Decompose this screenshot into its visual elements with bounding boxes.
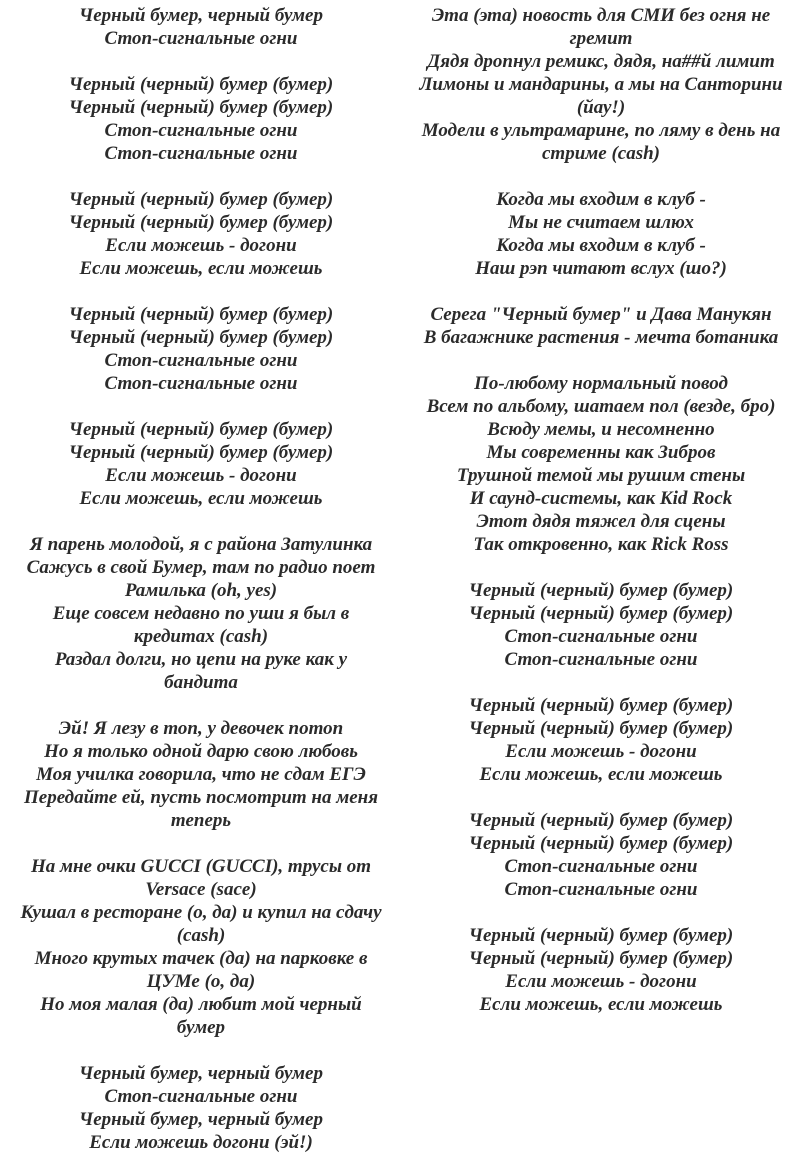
lyric-line: Черный (черный) бумер (бумер) [68, 189, 334, 210]
lyric-line: Черный (черный) бумер (бумер) [68, 327, 334, 348]
lyric-line: Если можешь - догони [505, 741, 697, 762]
lyric-line: Черный (черный) бумер (бумер) [468, 580, 734, 601]
lyric-line: Черный (черный) бумер (бумер) [68, 419, 334, 440]
lyric-line: В багажнике растения - мечта ботаника [423, 327, 779, 348]
lyric-line: Черный бумер, черный бумер [79, 1109, 323, 1130]
lyric-line: Стоп-сигнальные огни [504, 856, 698, 877]
lyrics-stanza [0, 73, 402, 165]
lyric-line: Когда мы входим в клуб - [496, 235, 706, 256]
lyrics-stanza [0, 188, 402, 280]
lyric-line: Я парень молодой, я с района Затулинка [29, 534, 373, 555]
lyric-line: Если можешь, если можешь [479, 764, 723, 785]
lyric-line: Мы современны как Зибров [486, 442, 716, 463]
lyric-line: Моя училка говорила, что не сдам ЕГЭ [36, 764, 366, 785]
lyrics-stanza [0, 855, 402, 1039]
lyrics-stanza [0, 1062, 402, 1154]
lyric-line: Стоп-сигнальные огни [104, 1086, 298, 1107]
lyric-line: Если можешь - догони [105, 235, 297, 256]
lyric-line: Наш рэп читают вслух (шо?) [475, 258, 727, 279]
lyric-line: Когда мы входим в клуб - [496, 189, 706, 210]
lyric-line: Эй! Я лезу в топ, у девочек потоп [58, 718, 344, 739]
lyric-line: Стоп-сигнальные огни [104, 143, 298, 164]
lyric-line: Трушной темой мы рушим стены [456, 465, 746, 486]
lyric-line: Черный (черный) бумер (бумер) [68, 304, 334, 325]
lyric-line: Модели в ультрамарине, по ляму в день на стриме (cash) [421, 120, 781, 164]
lyrics-stanza [0, 533, 402, 694]
lyric-line: Серега "Черный бумер" и Дава Манукян [430, 304, 772, 325]
lyric-line: Стоп-сигнальные огни [104, 28, 298, 49]
lyric-line: Стоп-сигнальные огни [504, 649, 698, 670]
lyric-line: Но я только одной дарю свою любовь [44, 741, 358, 762]
lyric-line: Если можешь, если можешь [479, 994, 723, 1015]
lyric-line: Кушал в ресторане (о, да) и купил на сдачу (cash) [20, 902, 382, 946]
lyric-line: Черный (черный) бумер (бумер) [468, 833, 734, 854]
lyric-line: Стоп-сигнальные огни [104, 373, 298, 394]
lyric-line: Если можешь - догони [505, 971, 697, 992]
lyrics-stanza [0, 4, 402, 50]
lyric-line: Дядя дропнул ремикс, дядя, на##й лимит [427, 51, 775, 72]
lyric-line: Стоп-сигнальные огни [504, 626, 698, 647]
lyrics-stanza [0, 717, 402, 832]
lyric-line: Раздал долги, но цепи на руке как у бандита [54, 649, 348, 693]
lyric-line: Этот дядя тяжел для сцены [476, 511, 726, 532]
lyric-line: Много крутых тачек (да) на парковке в ЦУМе (о, да) [34, 948, 368, 992]
lyric-line: Но моя малая (да) любит мой черный бумер [40, 994, 362, 1038]
lyric-line: На мне очки GUCCI (GUCCI), трусы от Versace (sace) [30, 856, 372, 900]
lyric-line: Черный бумер, черный бумер [79, 5, 323, 26]
lyric-line: Еще совсем недавно по уши я был в кредитах (cash) [52, 603, 350, 647]
lyric-line: Так откровенно, как Rick Ross [473, 534, 729, 555]
lyric-line: Если можешь, если можешь [79, 488, 323, 509]
lyric-line: Черный (черный) бумер (бумер) [68, 212, 334, 233]
lyrics-stanza [402, 694, 800, 786]
lyric-line: Черный (черный) бумер (бумер) [468, 925, 734, 946]
lyric-line: По-любому нормальный повод [474, 373, 728, 394]
lyric-line: Мы не считаем шлюх [508, 212, 694, 233]
lyrics-stanza [0, 303, 402, 395]
lyrics-stanza [0, 418, 402, 510]
lyric-line: И саунд-системы, как Kid Rock [469, 488, 733, 509]
lyric-line: Черный (черный) бумер (бумер) [468, 948, 734, 969]
lyric-line: Стоп-сигнальные огни [104, 350, 298, 371]
lyrics-stanza [402, 372, 800, 556]
lyrics-stanza [402, 579, 800, 671]
lyric-line: Если можешь догони (эй!) [89, 1132, 313, 1153]
lyrics-stanza [402, 924, 800, 1016]
lyric-line: Передайте ей, пусть посмотрит на меня теперь [24, 787, 378, 831]
lyric-line: Всем по альбому, шатаем пол (везде, бро) [426, 396, 776, 417]
lyric-line: Стоп-сигнальные огни [104, 120, 298, 141]
lyric-line: Черный (черный) бумер (бумер) [68, 97, 334, 118]
lyrics-stanza [402, 4, 800, 165]
lyric-line: Черный бумер, черный бумер [79, 1063, 323, 1084]
lyric-line: Эта (эта) новость для СМИ без огня не гремит [431, 5, 771, 49]
lyric-line: Если можешь - догони [105, 465, 297, 486]
lyric-line: Лимоны и мандарины, а мы на Санторини (йау!) [419, 74, 783, 118]
lyric-line: Черный (черный) бумер (бумер) [468, 695, 734, 716]
lyric-line: Сажусь в свой Бумер, там по радио поет Рамилька (oh, yes) [26, 557, 376, 601]
lyrics-stanza [402, 809, 800, 901]
lyric-line: Если можешь, если можешь [79, 258, 323, 279]
lyric-line: Черный (черный) бумер (бумер) [68, 74, 334, 95]
lyric-line: Черный (черный) бумер (бумер) [468, 603, 734, 624]
lyrics-stanza [402, 303, 800, 349]
lyric-line: Черный (черный) бумер (бумер) [468, 810, 734, 831]
lyric-line: Черный (черный) бумер (бумер) [468, 718, 734, 739]
lyrics-stanza [402, 188, 800, 280]
lyric-line: Черный (черный) бумер (бумер) [68, 442, 334, 463]
lyric-line: Стоп-сигнальные огни [504, 879, 698, 900]
lyric-line: Всюду мемы, и несомненно [487, 419, 715, 440]
lyrics-column-right [402, 0, 800, 1174]
